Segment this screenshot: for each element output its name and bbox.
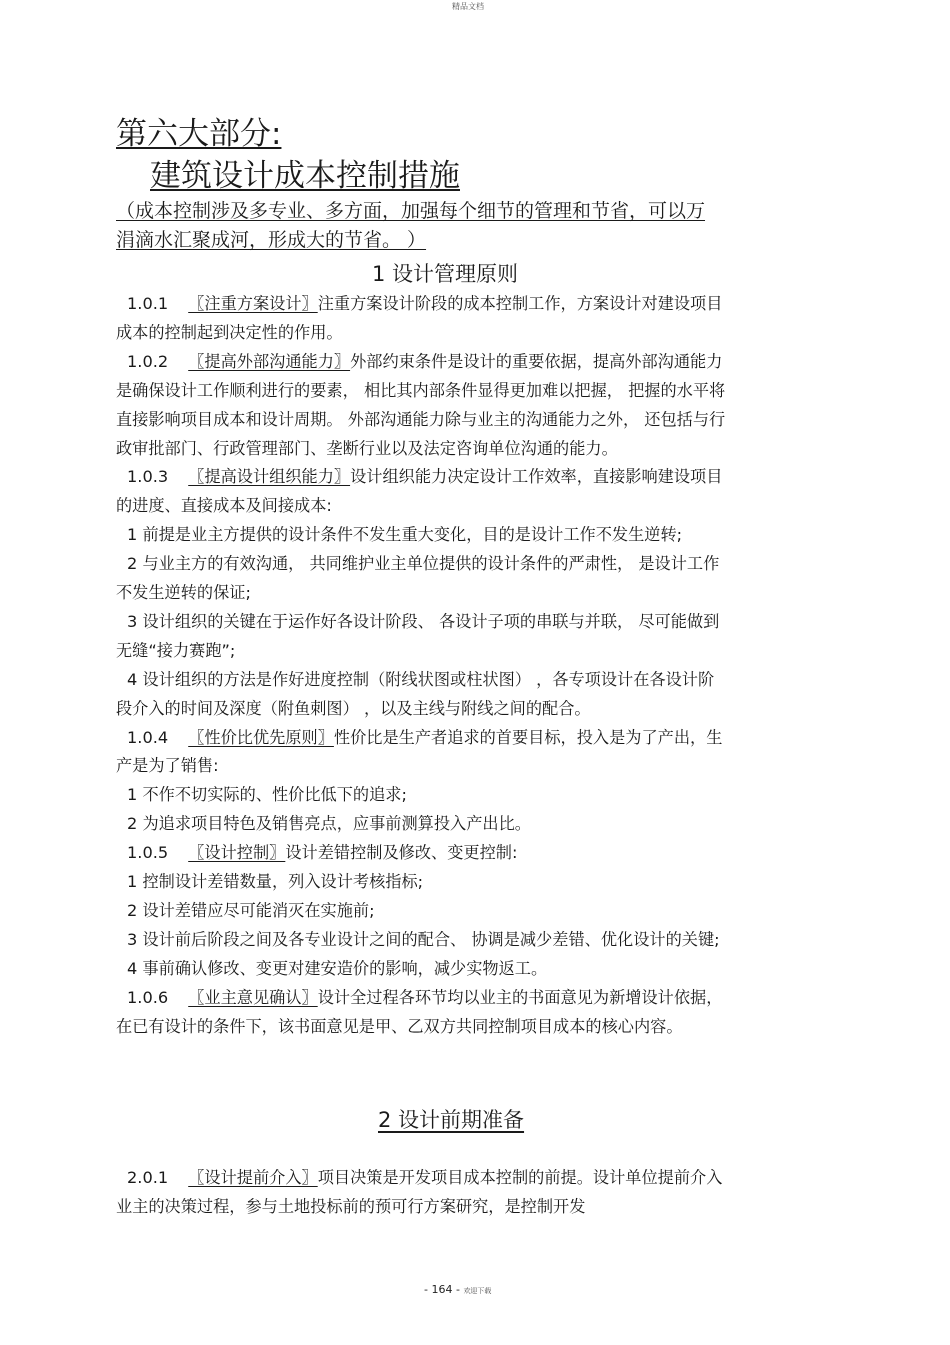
clause-text: 项目决策是开发项目成本控制的前提。设计单位提前介入 (317, 1168, 723, 1187)
list-item: 1 前提是业主方提供的设计条件不发生重大变化，目的是设计工作不发生逆转; (127, 525, 683, 545)
clause-text: 外部约束条件是设计的重要依据，提高外部沟通能力 (350, 351, 723, 371)
intro-line-2: 涓滴水汇聚成河，形成大的节省。 ） (116, 229, 427, 251)
footer-note: 欢迎下载 (463, 1287, 492, 1295)
clause-row (127, 294, 722, 314)
paragraph-line: 成本的控制起到决定性的作用。 (116, 322, 343, 342)
intro-line-1: （成本控制涉及多专业、多方面，加强每个细节的管理和节省，可以万 (116, 200, 706, 222)
list-item: 2 设计差错应尽可能消灭在实施前; (127, 900, 375, 920)
clause-row (127, 467, 722, 487)
list-item: 1 不作不切实际的、性价比低下的追求; (127, 785, 407, 805)
title-line-2: 建筑设计成本控制措施 (150, 158, 460, 194)
paragraph-line: 无缝“接力赛跑”; (116, 640, 236, 660)
paragraph-line: 业主的决策过程，参与土地投标前的预可行方案研究，是控制开发 (116, 1196, 586, 1216)
page-number: - 164 - (424, 1283, 460, 1296)
clause-text: 设计组织能力决定设计工作效率，直接影响建设项目 (350, 467, 723, 487)
paragraph-line: 段介入的时间及深度（附鱼刺图） ，以及主线与附线之间的配合。 (116, 698, 591, 718)
list-item: 3 设计前后阶段之间及各专业设计之间的配合、 协调是减少差错、优化设计的关键; (127, 929, 720, 949)
header-note: 精品文档 (452, 2, 484, 11)
title-line-1: 第六大部分: (116, 116, 282, 152)
clause-number: 1.0.1 (127, 294, 169, 313)
clause-tag: 〖设计控制〗 (188, 843, 286, 863)
list-item: 2 与业主方的有效沟通， 共同维护业主单位提供的设计条件的严肃性， 是设计工作 (127, 554, 720, 574)
paragraph-line: 是确保设计工作顺利进行的要素， 相比其内部条件显得更加难以把握， 把握的水平将 (116, 380, 726, 400)
clause-tag: 〖提高外部沟通能力〗 (188, 351, 351, 371)
clause-tag: 〖性价比优先原则〗 (188, 727, 334, 747)
paragraph-line: 产是为了销售: (116, 756, 219, 776)
list-item: 3 设计组织的关键在于运作好各设计阶段、 各设计子项的串联与并联， 尽可能做到 (127, 611, 720, 631)
clause-row (127, 843, 517, 863)
list-item: 1 控制设计差错数量，列入设计考核指标; (127, 872, 424, 891)
clause-text: 注重方案设计阶段的成本控制工作，方案设计对建设项目 (317, 294, 723, 313)
list-item: 4 事前确认修改、变更对建安造价的影响，减少实物返工。 (127, 958, 548, 978)
clause-number: 1.0.6 (127, 987, 169, 1007)
clause-row (127, 1168, 722, 1188)
clause-tag: 〖提高设计组织能力〗 (188, 467, 351, 487)
paragraph-line: 直接影响项目成本和设计周期。 外部沟通能力除与业主的沟通能力之外， 还包括与行 (116, 409, 726, 429)
clause-tag: 〖注重方案设计〗 (188, 294, 318, 313)
clause-number: 1.0.4 (127, 727, 169, 747)
clause-text: 设计差错控制及修改、变更控制: (285, 843, 518, 863)
clause-text: 性价比是生产者追求的首要目标，投入是为了产出，生 (333, 727, 723, 747)
section-2-heading: 2 设计前期准备 (378, 1108, 525, 1132)
clause-number: 2.0.1 (127, 1168, 169, 1187)
list-item: 2 为追求项目特色及销售亮点，应事前测算投入产出比。 (127, 814, 531, 834)
list-item: 4 设计组织的方法是作好进度控制（附线状图或柱状图） ，各专项设计在各设计阶 (127, 669, 715, 689)
clause-number: 1.0.3 (127, 467, 169, 487)
section-1-heading: 1 设计管理原则 (372, 262, 519, 286)
clause-tag: 〖设计提前介入〗 (188, 1168, 318, 1187)
clause-tag: 〖业主意见确认〗 (188, 987, 318, 1007)
clause-row (127, 352, 722, 372)
paragraph-line: 不发生逆转的保证; (116, 583, 251, 602)
paragraph-line: 在已有设计的条件下，该书面意见是甲、乙双方共同控制项目成本的核心内容。 (116, 1016, 683, 1036)
clause-number: 1.0.5 (127, 843, 169, 863)
page-footer (424, 1283, 491, 1296)
clause-row (127, 988, 722, 1008)
clause-row (127, 728, 722, 748)
paragraph-line: 政审批部门、行政管理部门、垄断行业以及法定咨询单位沟通的能力。 (116, 438, 618, 458)
clause-text: 设计全过程各环节均以业主的书面意见为新增设计依据， (317, 987, 723, 1007)
clause-number: 1.0.2 (127, 351, 169, 371)
paragraph-line: 的进度、直接成本及间接成本: (116, 496, 332, 516)
